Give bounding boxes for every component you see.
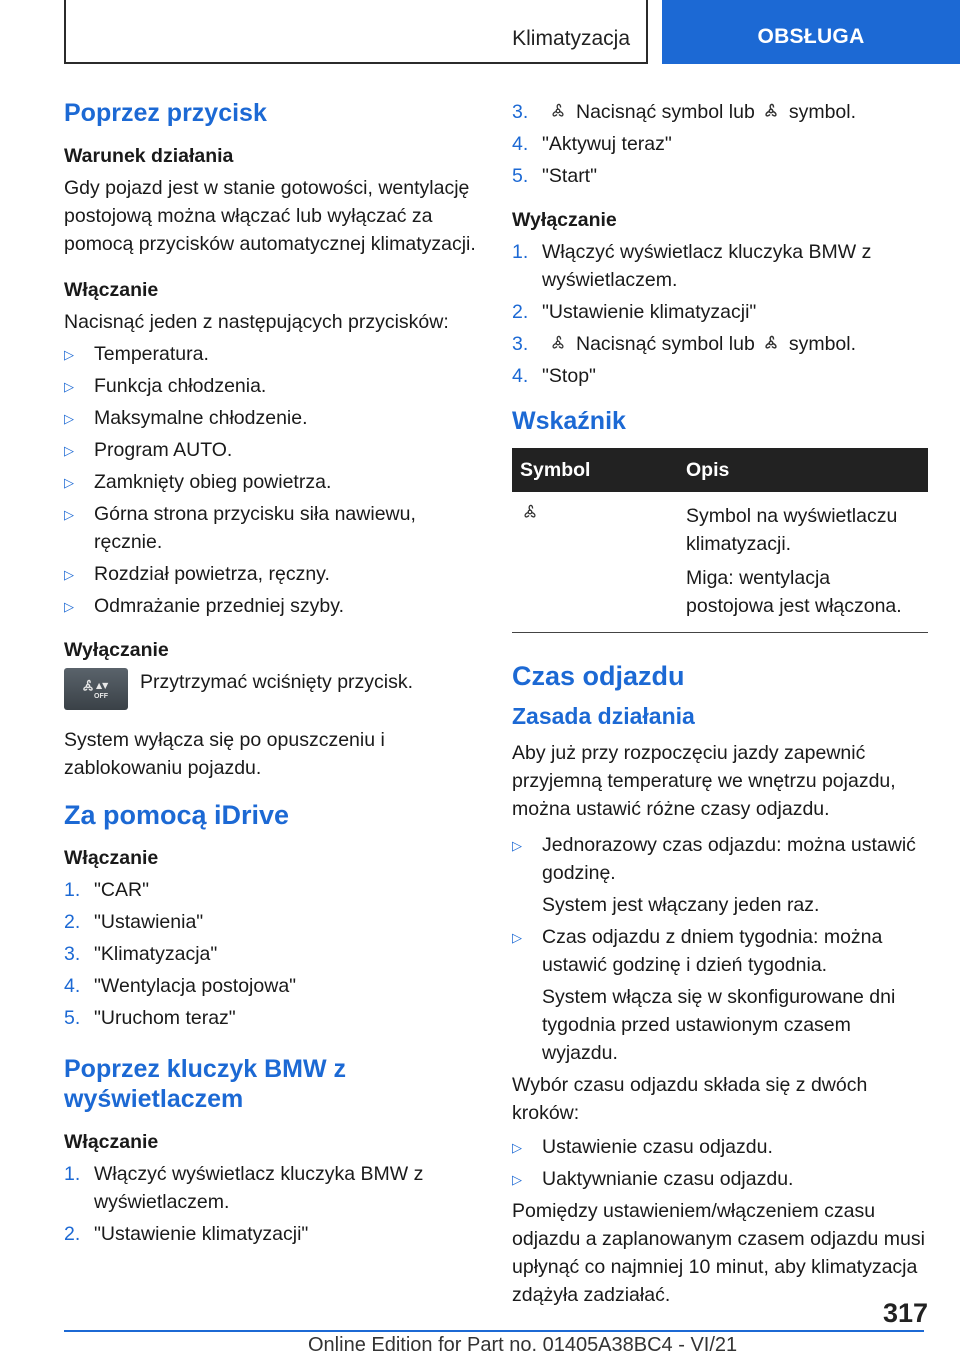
- idrive-on-title: Włączanie: [64, 847, 159, 869]
- right-column: [512, 98, 928, 1327]
- list-item: ▷ Odmrażanie przedniej szyby.: [64, 592, 480, 620]
- triangle-bullet-icon: ▷: [64, 443, 74, 458]
- header-box: [64, 0, 648, 64]
- choice-text: Wybór czasu odjazdu składa się z dwóch kroków:: [512, 1074, 868, 1124]
- list-item: ▷ Uaktywnianie czasu odjazdu.: [512, 1165, 928, 1193]
- off-text: Przytrzymać wciśnięty przycisk.: [140, 671, 414, 693]
- desc-1: Symbol na wyświetlaczu klimatyzacji.: [686, 505, 898, 555]
- key-off-title: Wyłączanie: [512, 209, 617, 231]
- key-on-title: Włączanie: [64, 1131, 159, 1153]
- triangle-bullet-icon: ▷: [64, 379, 74, 394]
- heading-idrive: Za pomocą iDrive: [64, 800, 290, 830]
- fan-icon: [548, 101, 568, 121]
- table-row: [512, 492, 928, 633]
- triangle-bullet-icon: ▷: [64, 475, 74, 490]
- off-note: System wyłącza się po opuszczeniu i zablokowaniu pojazdu.: [64, 729, 385, 779]
- key-steps-continued: [512, 98, 928, 190]
- list-item: ▷ Jednorazowy czas odjazdu: można ustawić godzinę. System jest włączany jeden raz.: [512, 834, 916, 916]
- heading-principle: Zasada działania: [512, 703, 695, 729]
- triangle-bullet-icon: ▷: [512, 1140, 522, 1155]
- desc-2: Miga: wentylacja postojowa jest włączona.: [686, 567, 902, 617]
- list-item: 3. "Klimatyzacja": [64, 943, 218, 965]
- left-column: [64, 98, 480, 1264]
- idrive-steps: [64, 876, 480, 1032]
- fan-icon: [548, 333, 568, 353]
- list-item: ▷ Zamknięty obieg powietrza.: [64, 468, 480, 496]
- principle-text: Aby już przy rozpoczęciu jazdy zapewnić przyjemną temperaturę we wnętrzu pojazdu, można ustawić różne czasy odjazdu.: [512, 742, 896, 820]
- heading-departure: Czas odjazdu: [512, 661, 685, 691]
- edition-text: Online Edition for Part no. 01405A38BC4 - VI/21: [308, 1334, 738, 1356]
- departure-list: [512, 831, 928, 1067]
- fan-icon: [520, 502, 540, 522]
- table-header-row: [512, 448, 928, 492]
- list-item: ▷ Maksymalne chłodzenie.: [64, 404, 480, 432]
- heading-key: Poprzez kluczyk BMW z wyświetlaczem: [64, 1055, 346, 1113]
- list-item: 1. Włączyć wyświetlacz kluczyka BMW z wyświetlaczem.: [64, 1163, 424, 1213]
- triangle-bullet-icon: ▷: [64, 567, 74, 582]
- condition-text: Gdy pojazd jest w stanie gotowości, wentylację postojową można włączać lub wyłączać za pomocą przycisków automatycznej klimatyzacji.: [64, 177, 476, 255]
- triangle-bullet-icon: ▷: [512, 1172, 522, 1187]
- list-item: ▷ Program AUTO.: [64, 436, 480, 464]
- final-text: Pomiędzy ustawieniem/włączeniem czasu odjazdu a zaplanowanym czasem odjazdu musi upłynąć co najmniej 10 minut, aby klimatyzacja zdążyła zadziałać.: [512, 1200, 925, 1306]
- list-item: 4. "Stop": [512, 365, 596, 387]
- footer-rule: [64, 1330, 924, 1332]
- list-item: ▷ Ustawienie czasu odjazdu.: [512, 1133, 928, 1161]
- list-item: 2. "Ustawienia": [64, 911, 204, 933]
- list-item: 2. "Ustawienie klimatyzacji": [512, 301, 757, 323]
- section-title: Klimatyzacja: [512, 27, 630, 50]
- svg-text:▲▼: ▲▼: [96, 681, 109, 690]
- heading-indicator: Wskaźnik: [512, 407, 626, 435]
- on-list: [64, 340, 480, 620]
- list-item: ▷ Czas odjazdu z dniem tygodnia: można ustawić godzinę i dzień tygodnia. System włącza się w skonfigurowane dni tygodnia przed ustawionym czasem wyjazdu.: [512, 926, 896, 1064]
- list-item: ▷ Rozdział powietrza, ręczny.: [64, 560, 480, 588]
- choice-list: [512, 1133, 928, 1193]
- fan-off-button-icon: [64, 668, 128, 710]
- on-intro: Nacisnąć jeden z następujących przycisków:: [64, 311, 449, 333]
- heading-button: Poprzez przycisk: [64, 99, 267, 127]
- col-desc: Opis: [678, 448, 928, 492]
- list-item: 4. "Aktywuj teraz": [512, 133, 672, 155]
- triangle-bullet-icon: ▷: [64, 507, 74, 522]
- list-item: ▷ Górna strona przycisku siła nawiewu, ręcznie.: [64, 503, 416, 553]
- fan-icon: [761, 101, 781, 121]
- triangle-bullet-icon: ▷: [512, 930, 522, 945]
- list-item: 5. "Start": [512, 165, 598, 187]
- list-item: 1. Włączyć wyświetlacz kluczyka BMW z wyświetlaczem.: [512, 241, 872, 291]
- on-title: Włączanie: [64, 279, 159, 301]
- triangle-bullet-icon: ▷: [64, 411, 74, 426]
- key-off-steps: [512, 238, 928, 390]
- button-off-text: OFF: [94, 693, 108, 700]
- chapter-tab: OBSŁUGA: [662, 0, 960, 64]
- condition-title: Warunek działania: [64, 145, 234, 167]
- list-item: 3. Nacisnąć symbol lub symbol.: [512, 101, 857, 123]
- fan-icon: [761, 333, 781, 353]
- list-item: 4. "Wentylacja postojowa": [64, 975, 297, 997]
- list-item: 1. "CAR": [64, 879, 150, 901]
- off-title: Wyłączanie: [64, 639, 169, 661]
- page-number: 317: [882, 1298, 928, 1328]
- col-symbol: Symbol: [512, 448, 678, 492]
- off-button-row: [64, 668, 480, 710]
- triangle-bullet-icon: ▷: [64, 599, 74, 614]
- list-item: 2. "Ustawienie klimatyzacji": [64, 1223, 309, 1245]
- key-steps: [64, 1160, 480, 1248]
- list-item: 5. "Uruchom teraz": [64, 1007, 236, 1029]
- triangle-bullet-icon: ▷: [512, 838, 522, 853]
- indicator-table: [512, 448, 928, 633]
- triangle-bullet-icon: ▷: [64, 347, 74, 362]
- list-item: ▷ Temperatura.: [64, 340, 480, 368]
- list-item: ▷ Funkcja chłodzenia.: [64, 372, 480, 400]
- list-item: 3. Nacisnąć symbol lub symbol.: [512, 333, 857, 355]
